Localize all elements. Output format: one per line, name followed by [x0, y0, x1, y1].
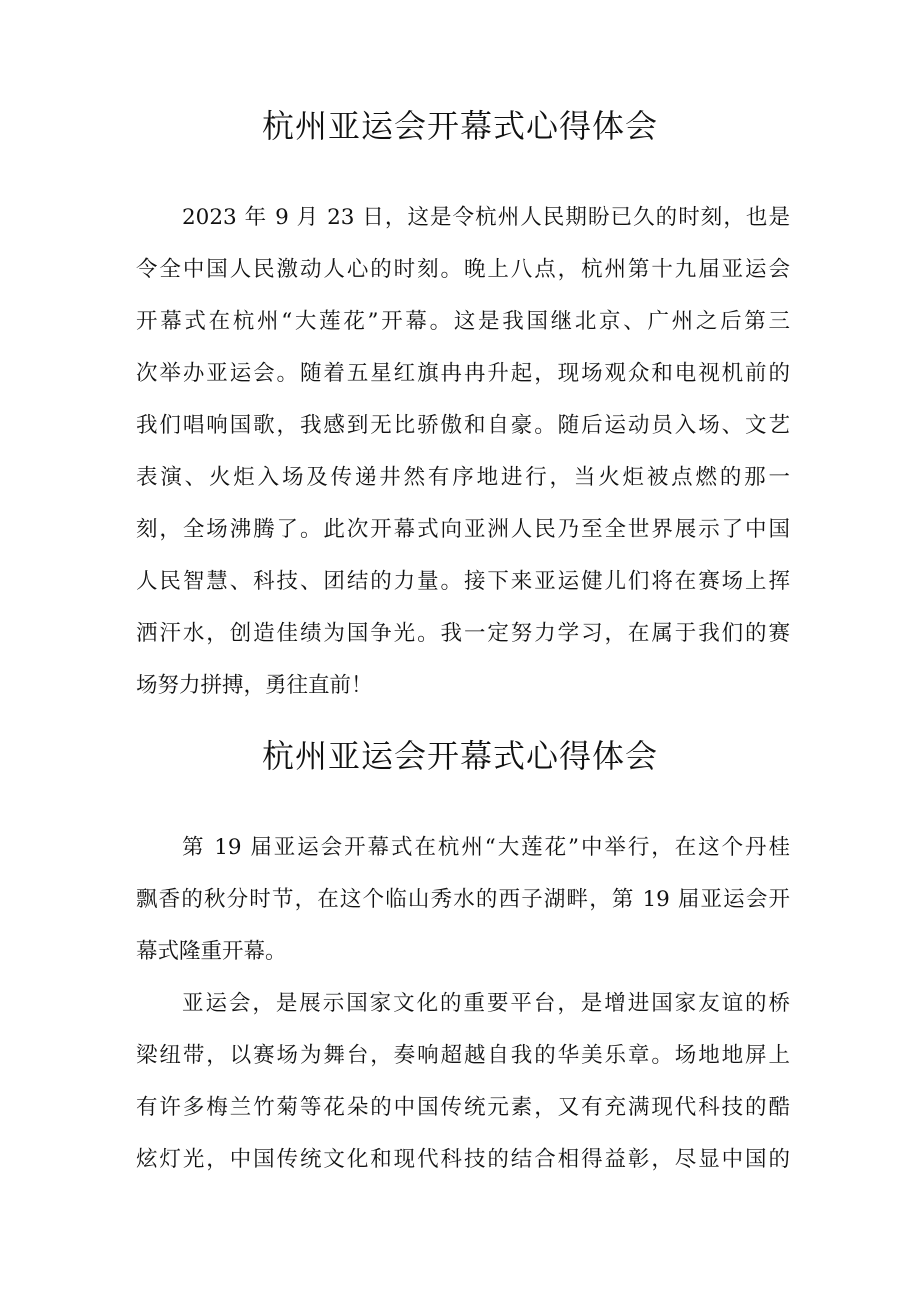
paragraph: [136, 822, 790, 978]
paragraph-line: 我们唱响国歌，我感到无比骄傲和自豪。随后运动员入场、文艺: [136, 413, 790, 438]
paragraph-line: 飘香的秋分时节，在这个临山秀水的西子湖畔，第 19 届亚运会开: [136, 887, 790, 912]
paragraph-line: 表演、火炬入场及传递井然有序地进行，当火炬被点燃的那一: [136, 465, 790, 490]
paragraph-line: 刻，全场沸腾了。此次开幕式向亚洲人民乃至全世界展示了中国: [136, 517, 790, 542]
paragraph-line: 炫灯光，中国传统文化和现代科技的结合相得益彰，尽显中国的: [136, 1147, 790, 1172]
paragraph-line: 开幕式在杭州“大莲花”开幕。这是我国继北京、广州之后第三: [136, 309, 790, 334]
paragraph-line: 洒汗水，创造佳绩为国争光。我一定努力学习，在属于我们的赛: [136, 621, 790, 646]
paragraph-line: 人民智慧、科技、团结的力量。接下来亚运健儿们将在赛场上挥: [136, 569, 790, 594]
paragraph-line: 场努力拼搏，勇往直前！: [136, 673, 373, 698]
paragraph-line: 2023 年 9 月 23 日，这是令杭州人民期盼已久的时刻，也是: [182, 205, 790, 230]
paragraph-line: 第 19 届亚运会开幕式在杭州“大莲花”中举行，在这个丹桂: [182, 835, 790, 860]
paragraph-line: 有许多梅兰竹菊等花朵的中国传统元素，又有充满现代科技的酷: [136, 1095, 790, 1120]
section-title: 杭州亚运会开幕式心得体会: [261, 107, 658, 145]
paragraph-line: 令全中国人民激动人心的时刻。晚上八点，杭州第十九届亚运会: [136, 257, 790, 282]
section-title: 杭州亚运会开幕式心得体会: [261, 737, 658, 775]
paragraph: [136, 192, 790, 712]
paragraph: [136, 978, 790, 1186]
paragraph-line: 次举办亚运会。随着五星红旗冉冉升起，现场观众和电视机前的: [136, 361, 790, 386]
paragraph-line: 梁纽带，以赛场为舞台，奏响超越自我的华美乐章。场地地屏上: [136, 1043, 790, 1068]
paragraph-line: 亚运会，是展示国家文化的重要平台，是增进国家友谊的桥: [182, 991, 790, 1016]
paragraph-line: 幕式隆重开幕。: [136, 939, 287, 964]
